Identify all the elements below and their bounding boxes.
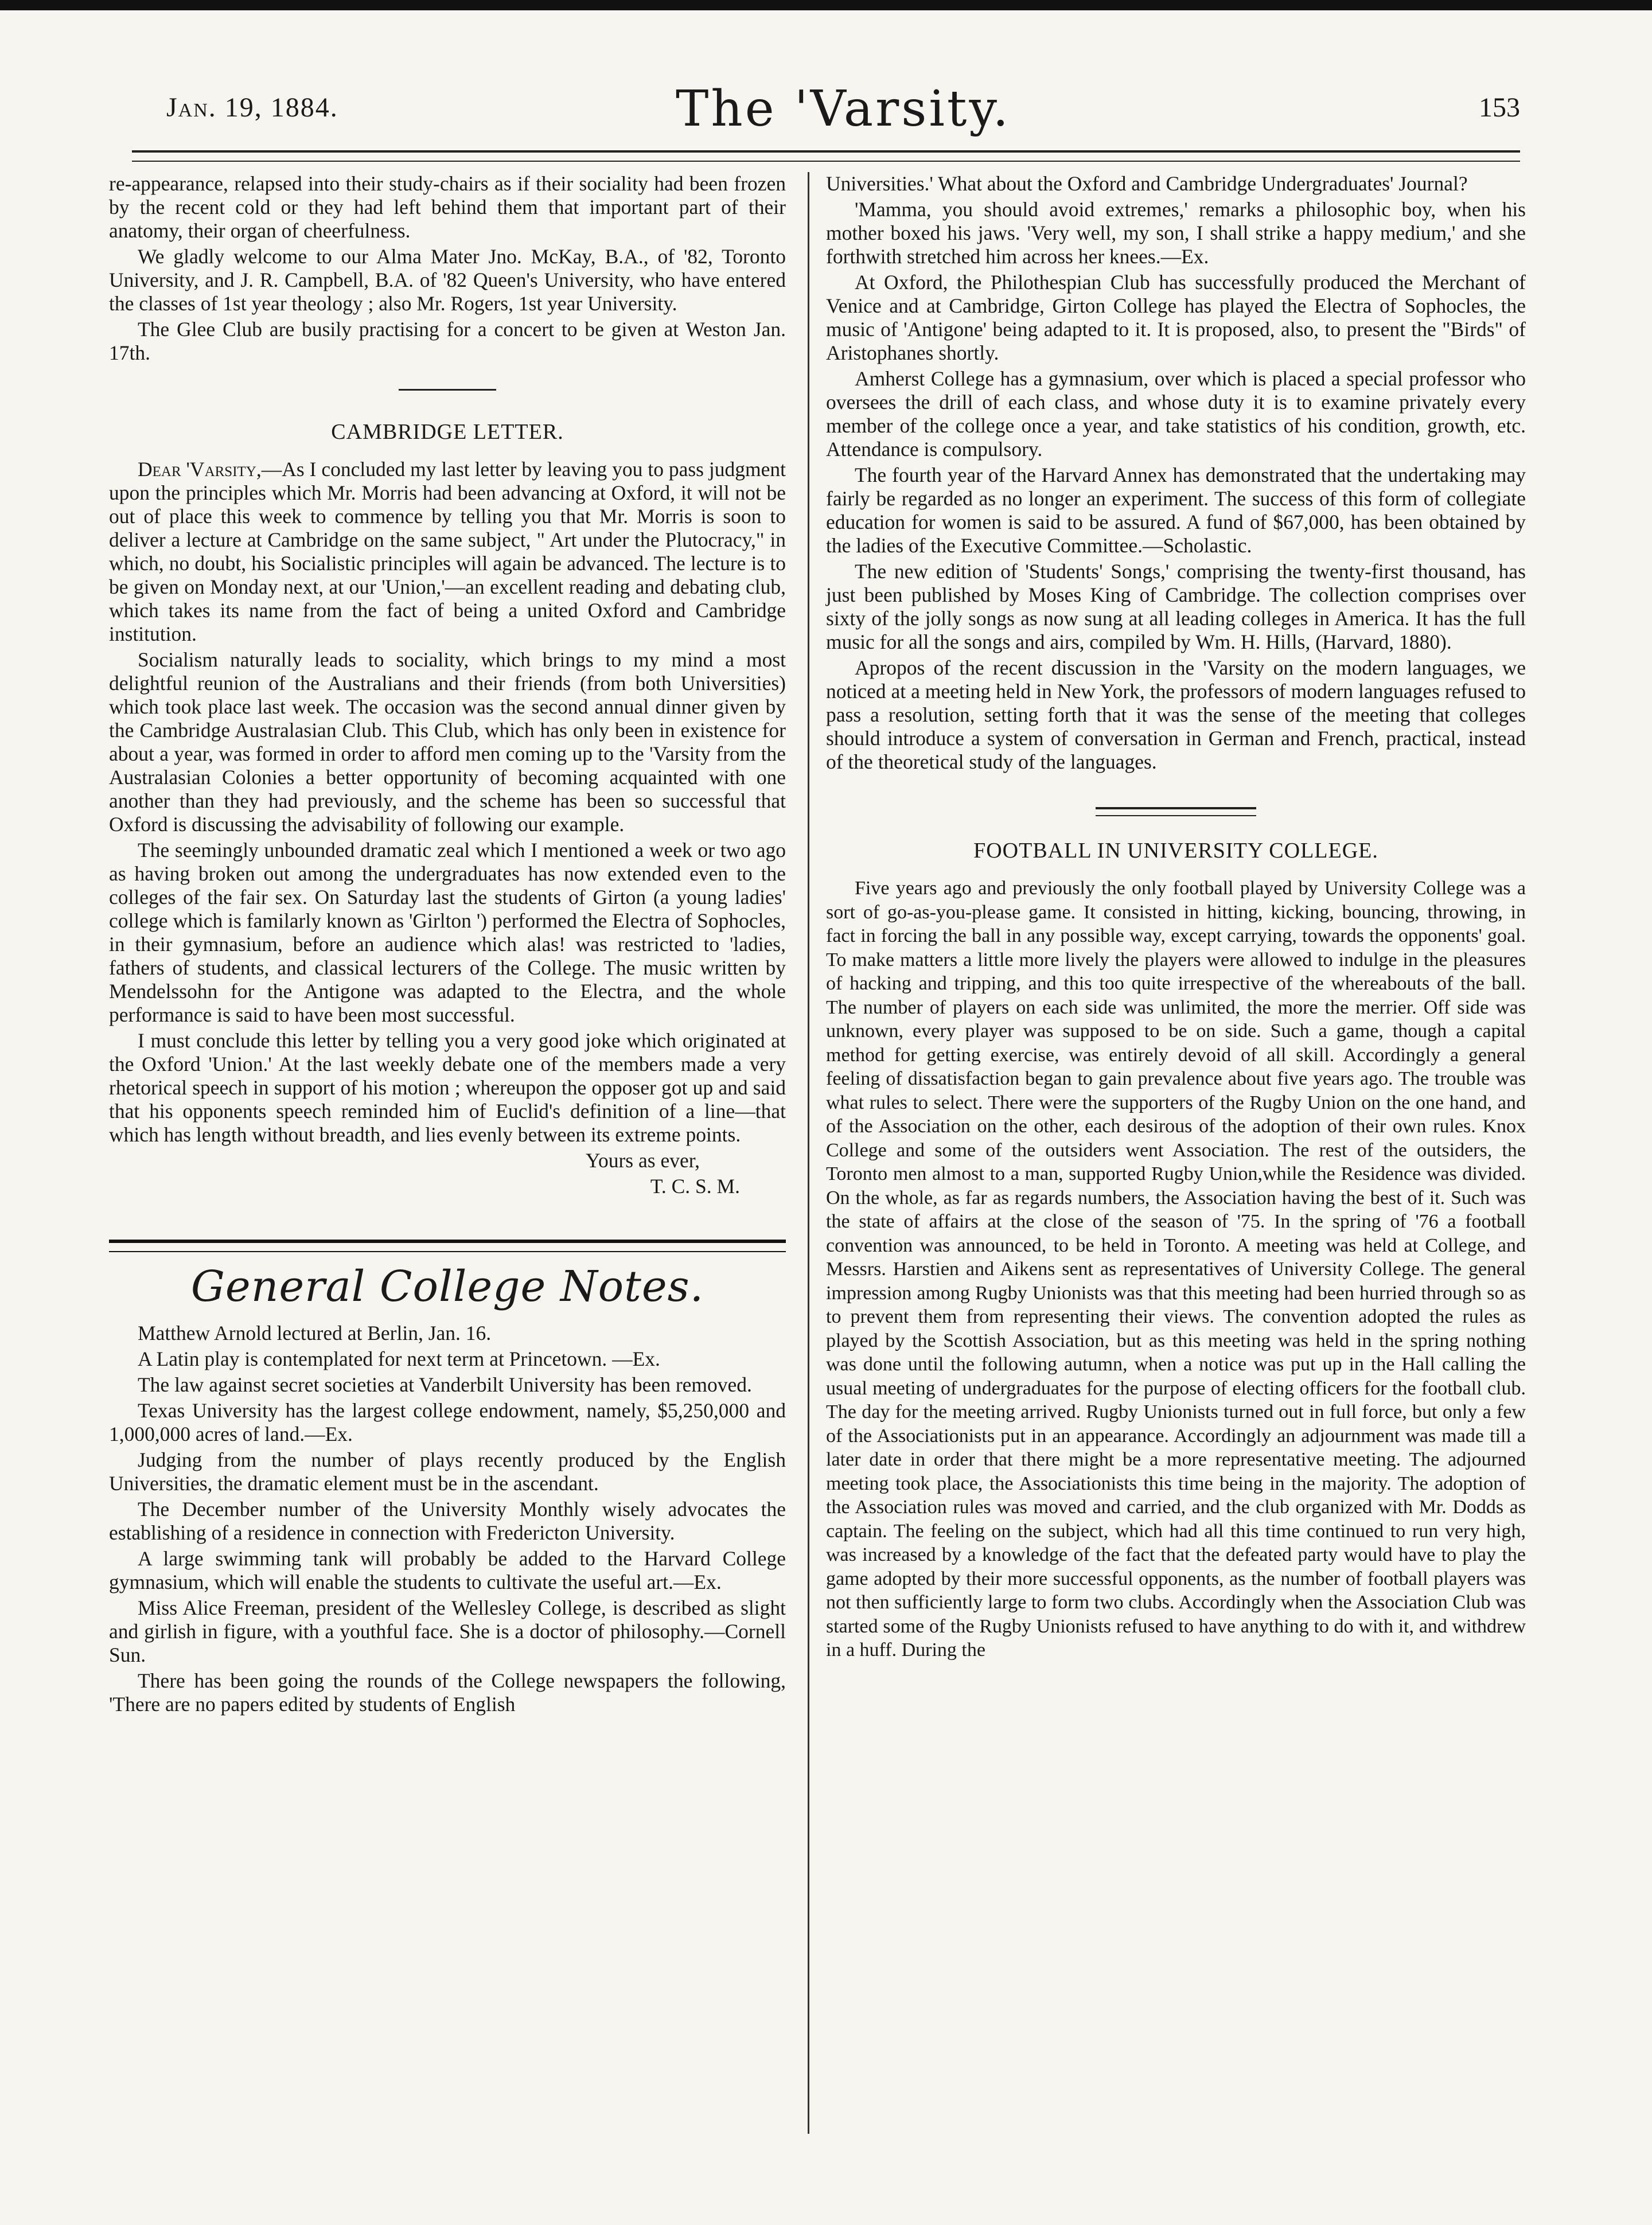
- note-item: Amherst College has a gymnasium, over which is placed a special professor who oversees the drill of each class, and whose duty it is to examine privately every member of the college once a year, and take statistics of his condition, growth, etc. Attendance is compulsory.: [826, 367, 1526, 461]
- right-column: [809, 172, 1526, 1662]
- header-double-rule: [132, 150, 1520, 162]
- page-header: [166, 80, 1520, 143]
- note-item: Apropos of the recent discussion in the 'Varsity on the modern languages, we noticed at a meeting held in New York, the professors of modern languages refused to pass a resolution, setting forth that it was the sense of the meeting that colleges should introduce a system of conversation in German and French, practical, instead of the theoretical study of the languages.: [826, 656, 1526, 773]
- cambridge-paragraph: The seemingly unbounded dramatic zeal which I mentioned a week or two ago as having broken out among the undergraduates has now extended even to the colleges of the fair sex. On Saturday last the students of Girton (a young ladies' college which is familarly known as 'Girlton ') performed the Electra of Sophocles, in their gymnasium, before an audience which alas! was restricted to 'ladies, fathers of students, and classical lecturers of the College. The music written by Mendelssohn for the Antigone was adapted to the Electra, and the whole performance is said to have been most successful.: [109, 839, 786, 1026]
- note-item: A Latin play is contemplated for next term at Princetown. —Ex.: [138, 1347, 660, 1370]
- football-article-text: Five years ago and previously the only football played by University College was a sort of go-as-you-please game. It consisted in hitting, kicking, bouncing, throwing, in fact in forcing the ball in any possible way, except carrying, towards the opponents' goal. To make matters a little more lively the players were allowed to indulge in the pleasures of hacking and tripping, and this too quite irrespective of the whereabouts of the ball. The number of players on each side was unlimited, the more the merrier. Off side was unknown, every player was supposed to be on side. Such a game, though a capital method for getting exercise, was entirely devoid of all skill. Accordingly a general feeling of dissatisfaction began to gain prevalence about five years ago. The trouble was what rules to select. There were the supporters of the Rugby Union on the one hand, and of the Association on the other, each desirous of the adoption of their own rules. Knox College and some of the outsiders went Association. The rest of the outsiders, the Toronto men almost to a man, supported Rugby Union,while the Residence was divided. On the whole, as far as regards numbers, the Association having the best of it. Such was the state of affairs at the close of the season of '75. In the spring of '76 a football convention was announced, to be held in Toronto. A meeting was held at College, and Messrs. Harstien and Aikens sent as representatives of University College. The general impression among Rugby Unionists was that this meeting had been hurried through so as to prevent them from representing their views. The convention adopted the rules as played by the Scottish Association, but as this meeting was held in the spring nothing was done until the following autumn, when a notice was put up in the Hall calling the usual meeting of undergraduates for the purpose of electing officers for the football club. The day for the meeting arrived. Rugby Unionists turned out in full force, but only a few of the Associationists put in an appearance. Accordingly an adjournment was made till a later date in order that there might be a more representative meeting. The adjourned meeting took place, the Associationists this time being in the majority. The adoption of the Association rules was moved and carried, and the club organized with Mr. Dodds as captain. The feeling on the subject, which had all this time continued to run very high, was increased by a knowledge of the fact that the defeated party would have to play the game adopted by their more successful opponents, as the number of football players was not then sufficiently large to form two clubs. Accordingly when the Association Club was started some of the Rugby Unionists refused to have anything to do with it, and withdrew in a huff. During the: [826, 878, 1526, 1661]
- note-item: At Oxford, the Philothespian Club has successfully produced the Merchant of Venice and at Cambridge, Girton College has played the Electra of Sophocles, the music of 'Antigone' being adapted to it. It is proposed, also, to present the "Birds" of Aristophanes shortly.: [826, 271, 1526, 364]
- note-item: The law against secret societies at Vanderbilt University has been removed.: [138, 1373, 752, 1396]
- section-divider: [1096, 807, 1256, 816]
- note-item: The December number of the University Monthly wisely advocates the establishing of a residence in connection with Fredericton University.: [109, 1498, 786, 1544]
- note-item: Universities.' What about the Oxford and Cambridge Undergraduates' Journal?: [826, 172, 1468, 195]
- top-border-rule: [0, 0, 1652, 10]
- section-divider: [399, 389, 496, 391]
- cambridge-letter-heading: CAMBRIDGE LETTER.: [331, 420, 564, 444]
- masthead-title: The 'Varsity.: [676, 80, 1011, 138]
- note-item: Miss Alice Freeman, president of the Wellesley College, is described as slight and girlish in figure, with a youthful face. She is a doctor of philosophy.—Cornell Sun.: [109, 1596, 786, 1666]
- intro-paragraph: We gladly welcome to our Alma Mater Jno. McKay, B.A., of '82, Toronto University, and J. R. Campbell, B.A. of '82 Queen's University, who have entered the classes of 1st year theology ; also Mr. Rogers, 1st year University.: [109, 245, 786, 315]
- note-item: Texas University has the largest college endowment, namely, $5,250,000 and 1,000,000 acres of land.—Ex.: [109, 1399, 786, 1445]
- general-notes-heading: General College Notes.: [190, 1262, 704, 1311]
- note-item: 'Mamma, you should avoid extremes,' remarks a philosophic boy, when his mother boxed his jaws. 'Very well, my son, I shall strike a happy medium,' and she forthwith stretched him across her knees.—Ex.: [826, 198, 1526, 268]
- letter-closing: Yours as ever,: [585, 1149, 700, 1172]
- note-item: The fourth year of the Harvard Annex has demonstrated that the undertaking may fairly be regarded as no longer an experiment. The success of this form of collegiate education for women is said to be assured. A fund of $67,000, has been obtained by the ladies of the Executive Committee.—Scholastic.: [826, 463, 1526, 557]
- issue-date: Jan. 19, 1884.: [166, 92, 338, 123]
- note-item: A large swimming tank will probably be added to the Harvard College gymnasium, which will enable the students to cultivate the useful art.—Ex.: [109, 1547, 786, 1593]
- intro-paragraph: re-appearance, relapsed into their study-chairs as if their sociality had been frozen by the recent cold or they had left behind them that important part of their anatomy, their organ of cheerfulness.: [109, 172, 786, 242]
- letter-signature: T. C. S. M.: [650, 1175, 740, 1198]
- note-item: The new edition of 'Students' Songs,' comprising the twenty-first thousand, has just been published by Moses King of Cambridge. The collection comprises over sixty of the jolly songs as now sung at all leading colleges in America. It has the full music for all the songs and airs, compiled by Wm. H. Hills, (Harvard, 1880).: [826, 560, 1526, 653]
- note-item: Matthew Arnold lectured at Berlin, Jan. 16.: [138, 1322, 492, 1345]
- note-item: Judging from the number of plays recently produced by the English Universities, the dramatic element must be in the ascendant.: [109, 1448, 786, 1495]
- cambridge-paragraph: Socialism naturally leads to sociality, which brings to my mind a most delightful reunion of the Australians and their friends (from both Universities) which took place last week. The occasion was the second annual dinner given by the Cambridge Australasian Club. This Club, which has only been in existence for about a year, was formed in order to afford men coming up to the 'Varsity from the Australasian Colonies a better opportunity of becoming acquainted with one another than they had previously, and the scheme has been so successful that Oxford is discussing the advisability of following our example.: [109, 648, 786, 836]
- left-column: [109, 172, 786, 1716]
- salutation: Dear 'Varsity,: [138, 458, 262, 481]
- cambridge-paragraph-text: —As I concluded my last letter by leaving you to pass judgment upon the principles which Mr. Morris had been advancing at Oxford, it will not be out of place this week to commence by telling you that Mr. Morris is soon to deliver a lecture at Cambridge on the same subject, " Art under the Plutocracy," in which, no doubt, his Socialistic principles will again be advanced. The lecture is to be given on Monday next, at our 'Union,'—an excellent reading and debating club, which takes its name from the fact of being a united Oxford and Cambridge institution.: [109, 458, 786, 645]
- cambridge-paragraph: [109, 458, 786, 646]
- page-number: 153: [1479, 92, 1520, 123]
- note-item: There has been going the rounds of the College newspapers the following, 'There are no papers edited by students of English: [109, 1669, 786, 1716]
- cambridge-paragraph: I must conclude this letter by telling you a very good joke which originated at the Oxford 'Union.' At the last weekly debate one of the members made a very rhetorical speech in support of his motion ; whereupon the opposer got up and said that his opponents speech reminded him of Euclid's definition of a line—that which has length without breadth, and lies evenly between its extreme points.: [109, 1029, 786, 1146]
- intro-paragraph: The Glee Club are busily practising for a concert to be given at Weston Jan. 17th.: [109, 318, 786, 364]
- football-heading: FOOTBALL IN UNIVERSITY COLLEGE.: [973, 839, 1378, 863]
- heavy-section-rule: [109, 1240, 786, 1252]
